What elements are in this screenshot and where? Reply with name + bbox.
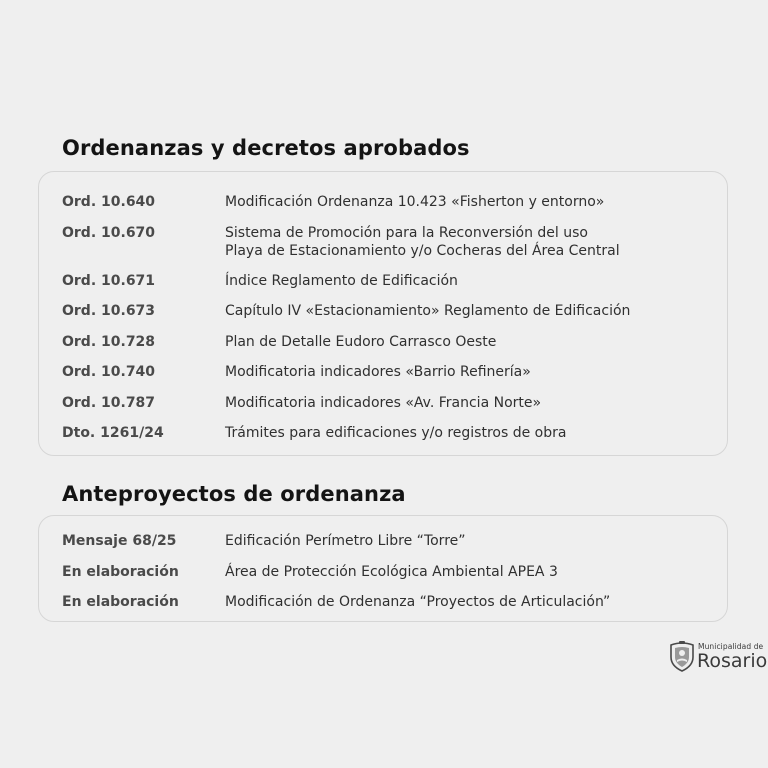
item-description: Trámites para edificaciones y/o registros de obra — [225, 425, 567, 441]
item-code: Ord. 10.671 — [62, 273, 156, 289]
item-description: Índice Reglamento de Edificación — [225, 273, 458, 289]
municipality-logo — [667, 640, 768, 674]
item-code: En elaboración — [62, 564, 179, 580]
item-description: Área de Protección Ecológica Ambiental APEA 3 — [225, 564, 558, 580]
logo-main-text: Rosario — [697, 650, 768, 672]
drafts-section-title: Anteproyectos de ordenanza — [62, 482, 406, 506]
drafts-list-card — [38, 515, 728, 622]
municipal-seal-icon — [667, 640, 697, 672]
item-description: Modificación de Ordenanza “Proyectos de Articulación” — [225, 594, 611, 610]
approved-section-title: Ordenanzas y decretos aprobados — [62, 136, 470, 160]
item-code: Ord. 10.673 — [62, 303, 156, 319]
item-code: En elaboración — [62, 594, 179, 610]
item-code: Ord. 10.740 — [62, 364, 156, 380]
item-description: Modificatoria indicadores «Av. Francia Norte» — [225, 395, 542, 411]
approved-list-card — [38, 171, 728, 456]
item-description: Modificatoria indicadores «Barrio Refinería» — [225, 364, 531, 380]
item-code: Dto. 1261/24 — [62, 425, 164, 441]
item-code: Ord. 10.787 — [62, 395, 156, 411]
item-code: Ord. 10.640 — [62, 194, 156, 210]
logo-top-text: Municipalidad de — [698, 642, 764, 651]
item-description: Sistema de Promoción para la Reconversión del uso Playa de Estacionamiento y/o Cocheras del Área Central — [225, 225, 620, 259]
item-description: Edificación Perímetro Libre “Torre” — [225, 533, 466, 549]
item-description: Capítulo IV «Estacionamiento» Reglamento de Edificación — [225, 303, 631, 319]
item-description: Plan de Detalle Eudoro Carrasco Oeste — [225, 334, 497, 350]
item-code: Ord. 10.728 — [62, 334, 156, 350]
item-description: Modificación Ordenanza 10.423 «Fisherton y entorno» — [225, 194, 605, 210]
item-code: Mensaje 68/25 — [62, 533, 177, 549]
item-code: Ord. 10.670 — [62, 225, 156, 241]
